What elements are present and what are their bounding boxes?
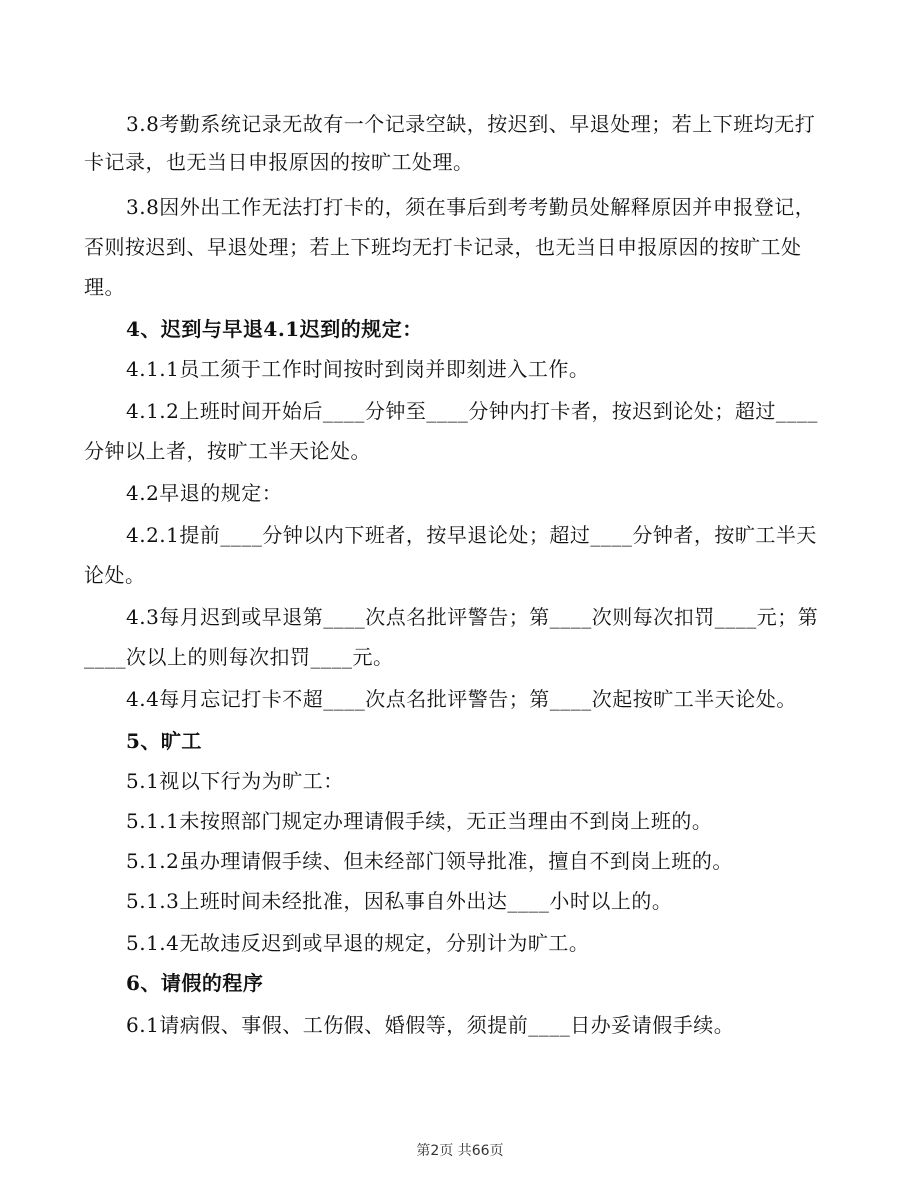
paragraph-line: 5.1.1未按照部门规定办理请假手续，无正当理由不到岗上班的。 bbox=[126, 809, 713, 833]
paragraph-line: 理。 bbox=[84, 275, 125, 299]
paragraph-line: ____次以上的则每次扣罚____元。 bbox=[84, 645, 394, 669]
paragraph-line: 4.1.2上班时间开始后____分钟至____分钟内打卡者，按迟到论处；超过____ bbox=[126, 399, 818, 423]
paragraph-line: 4.4每月忘记打卡不超____次点名批评警告；第____次起按旷工半天论处。 bbox=[126, 687, 797, 711]
paragraph-line: 5.1视以下行为为旷工： bbox=[126, 769, 344, 793]
page-number: 第2页 共66页 bbox=[416, 1143, 504, 1159]
paragraph-line: 4.3每月迟到或早退第____次点名批评警告；第____次则每次扣罚____元；第 bbox=[126, 605, 819, 629]
paragraph-line: 分钟以上者，按旷工半天论处。 bbox=[84, 439, 371, 463]
paragraph-line: 5.1.2虽办理请假手续、但未经部门领导批准，擅自不到岗上班的。 bbox=[126, 849, 733, 873]
paragraph-line: 3.8考勤系统记录无故有一个记录空缺，按迟到、早退处理；若上下班均无打 bbox=[126, 112, 816, 136]
paragraph-line: 5.1.4无故违反迟到或早退的规定，分别计为旷工。 bbox=[126, 931, 590, 955]
section-heading: 6、请假的程序 bbox=[126, 971, 264, 995]
paragraph-line: 4.1.1员工须于工作时间按时到岗并即刻进入工作。 bbox=[126, 357, 590, 381]
section-heading: 5、旷工 bbox=[126, 729, 202, 753]
paragraph-line: 5.1.3上班时间未经批准，因私事自外出达____小时以上的。 bbox=[126, 889, 673, 913]
paragraph-line: 4.2早退的规定： bbox=[126, 481, 283, 505]
paragraph-line: 论处。 bbox=[84, 563, 146, 587]
paragraph-line: 6.1请病假、事假、工伤假、婚假等，须提前____日办妥请假手续。 bbox=[126, 1013, 735, 1037]
paragraph-line: 3.8因外出工作无法打打卡的，须在事后到考考勤员处解释原因并申报登记， bbox=[126, 195, 816, 219]
paragraph-line: 卡记录，也无当日申报原因的按旷工处理。 bbox=[84, 150, 474, 174]
paragraph-line: 4.2.1提前____分钟以内下班者，按早退论处；超过____分钟者，按旷工半天 bbox=[126, 523, 817, 547]
section-heading: 4、迟到与早退4.1迟到的规定： bbox=[126, 317, 423, 341]
paragraph-line: 否则按迟到、早退处理；若上下班均无打卡记录，也无当日申报原因的按旷工处 bbox=[84, 235, 802, 259]
